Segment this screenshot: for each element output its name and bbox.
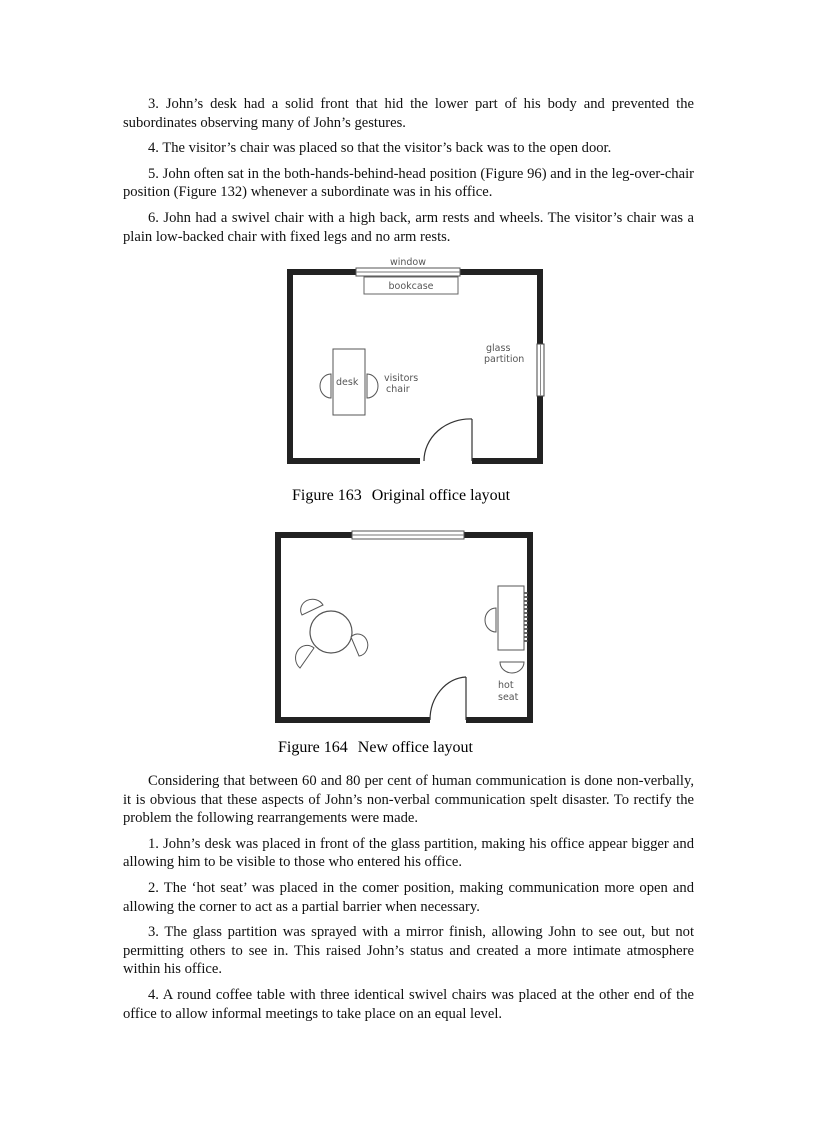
paragraph: Considering that between 60 and 80 per cent of human communication is done non-verbally, it is obvious that these aspects of John’s non-verbal communication spelt disaster. To rectify the problem the following rearrangements were made.	[123, 773, 694, 827]
paragraph: 2. The ‘hot seat’ was placed in the comer position, making communication more open and allowing the corner to act as a partial barrier when necessary.	[123, 879, 694, 915]
paragraph: 4. The visitor’s chair was placed so that the visitor’s back was to the open door.	[148, 140, 612, 157]
desk-label: desk	[336, 377, 359, 388]
johns-chair	[485, 608, 496, 632]
visitors-label: visitors	[384, 373, 419, 384]
round-coffee-table	[310, 611, 352, 653]
figure-original-office-layout	[262, 254, 560, 510]
top-text-block	[123, 95, 694, 253]
room-walls	[460, 272, 540, 344]
door-swing	[424, 419, 472, 461]
desk	[498, 586, 524, 650]
seat-label: seat	[498, 692, 519, 703]
hot-seat	[500, 662, 524, 673]
hot-label: hot	[498, 680, 514, 691]
svg-text:Figure 163 Original offi	[292, 487, 511, 504]
door-swing	[430, 677, 466, 720]
glass-label: glass	[486, 343, 511, 354]
paragraph: 5. John often sat in the both-hands-behind-head position (Figure 96) and in the leg-over-chair position (Figure 132) whenever a subordinate was in his office.	[123, 165, 694, 201]
bookcase-label: bookcase	[388, 281, 434, 292]
swivel-chair	[296, 645, 314, 668]
paragraph: 1. John’s desk was placed in front of the glass partition, making his office appear bigger and allowing him to be visible to those who entered his office.	[123, 835, 694, 871]
partition-label: partition	[484, 354, 525, 365]
svg-text:Figure 164 New office la	[278, 739, 474, 756]
paragraph: 3. John’s desk had a solid front that hid the lower part of his body and prevented the subordinates observing many of John’s gestures.	[123, 96, 694, 131]
floor-plan-original	[262, 254, 560, 510]
room-walls	[278, 535, 430, 720]
bottom-text-block	[123, 772, 694, 1030]
swivel-chair	[301, 599, 323, 615]
figure-title: Original office layout	[371, 487, 511, 504]
figure-number: Figure 163	[292, 487, 362, 504]
figure-title: New office layout	[357, 739, 473, 756]
window-label: window	[389, 257, 427, 268]
paragraph: 4. A round coffee table with three identical swivel chairs was placed at the other end of the office to allow informal meetings to take place on an equal level.	[123, 986, 694, 1022]
floor-plan-new	[262, 520, 560, 770]
johns-chair	[320, 374, 331, 398]
paragraph: 6. John had a swivel chair with a high back, arm rests and wheels. The visitor’s chair was a plain low-backed chair with fixed legs and no arm rests.	[123, 209, 694, 245]
figure-number: Figure 164	[278, 739, 348, 756]
figure-new-office-layout	[262, 520, 560, 770]
swivel-chair	[351, 634, 368, 656]
room-walls	[472, 396, 540, 461]
chair-label: chair	[386, 384, 410, 395]
visitors-chair	[367, 374, 378, 398]
paragraph: 3. The glass partition was sprayed with a mirror finish, allowing John to see out, but not permitting others to see in. This raised John’s status and created a more intimate atmosphere within his office.	[123, 924, 694, 978]
